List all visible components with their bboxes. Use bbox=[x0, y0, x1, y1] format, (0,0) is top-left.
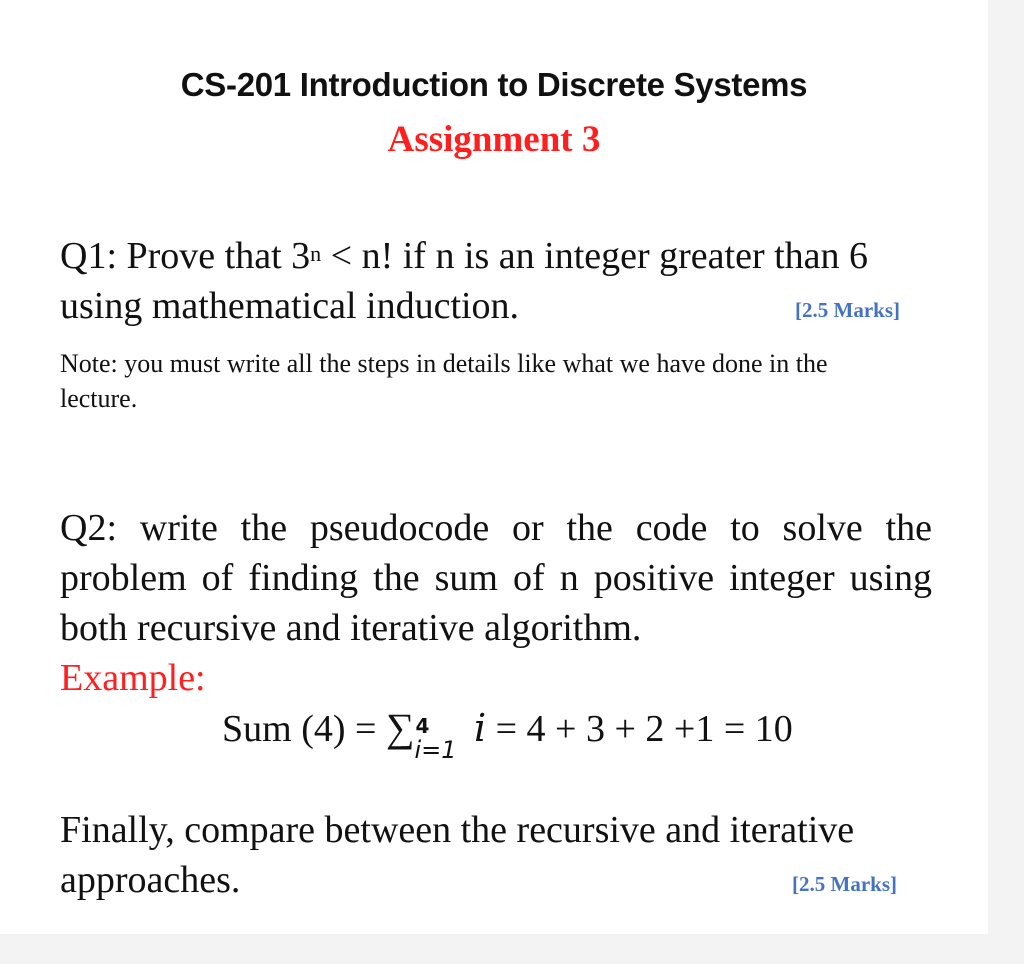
q2-final-line-2: approaches. bbox=[60, 859, 241, 901]
q1-marks: [2.5 Marks] bbox=[795, 298, 900, 322]
summation-variable: i bbox=[473, 706, 487, 750]
sum-upper-limit: 4 bbox=[415, 714, 430, 738]
q1-prefix: Q1: Prove that 3 bbox=[60, 235, 311, 277]
sum-formula bbox=[222, 705, 793, 764]
assignment-title: Assignment 3 bbox=[387, 119, 601, 160]
q1-suffix: < n! if n is an integer greater than 6 bbox=[321, 235, 869, 277]
q1-note: Note: you must write all the steps in details like what we have done in the lecture. bbox=[60, 349, 828, 413]
q1-line-1 bbox=[60, 234, 868, 278]
q2-final-line-1: Finally, compare between the recursive and iterative bbox=[60, 809, 855, 851]
sigma-symbol: ∑ bbox=[385, 705, 415, 750]
sum-lower-limit: i=1 bbox=[414, 736, 457, 764]
q1-exponent: n bbox=[310, 241, 322, 266]
formula-rhs: = 4 + 3 + 2 +1 = 10 bbox=[486, 708, 793, 750]
course-title: CS-201 Introduction to Discrete Systems bbox=[180, 66, 808, 103]
formula-lhs: Sum (4) = bbox=[222, 708, 386, 750]
q2-line-3: both recursive and iterative algorithm. bbox=[60, 607, 642, 649]
sum-limits bbox=[414, 706, 464, 764]
q1-line-2: using mathematical induction. bbox=[60, 285, 520, 327]
q2-line-2: problem of finding the sum of n positive integer using bbox=[60, 557, 932, 599]
q2-marks: [2.5 Marks] bbox=[792, 872, 897, 896]
example-label: Example: bbox=[60, 657, 206, 699]
q2-line-1: Q2: write the pseudocode or the code to solve the bbox=[60, 507, 932, 549]
